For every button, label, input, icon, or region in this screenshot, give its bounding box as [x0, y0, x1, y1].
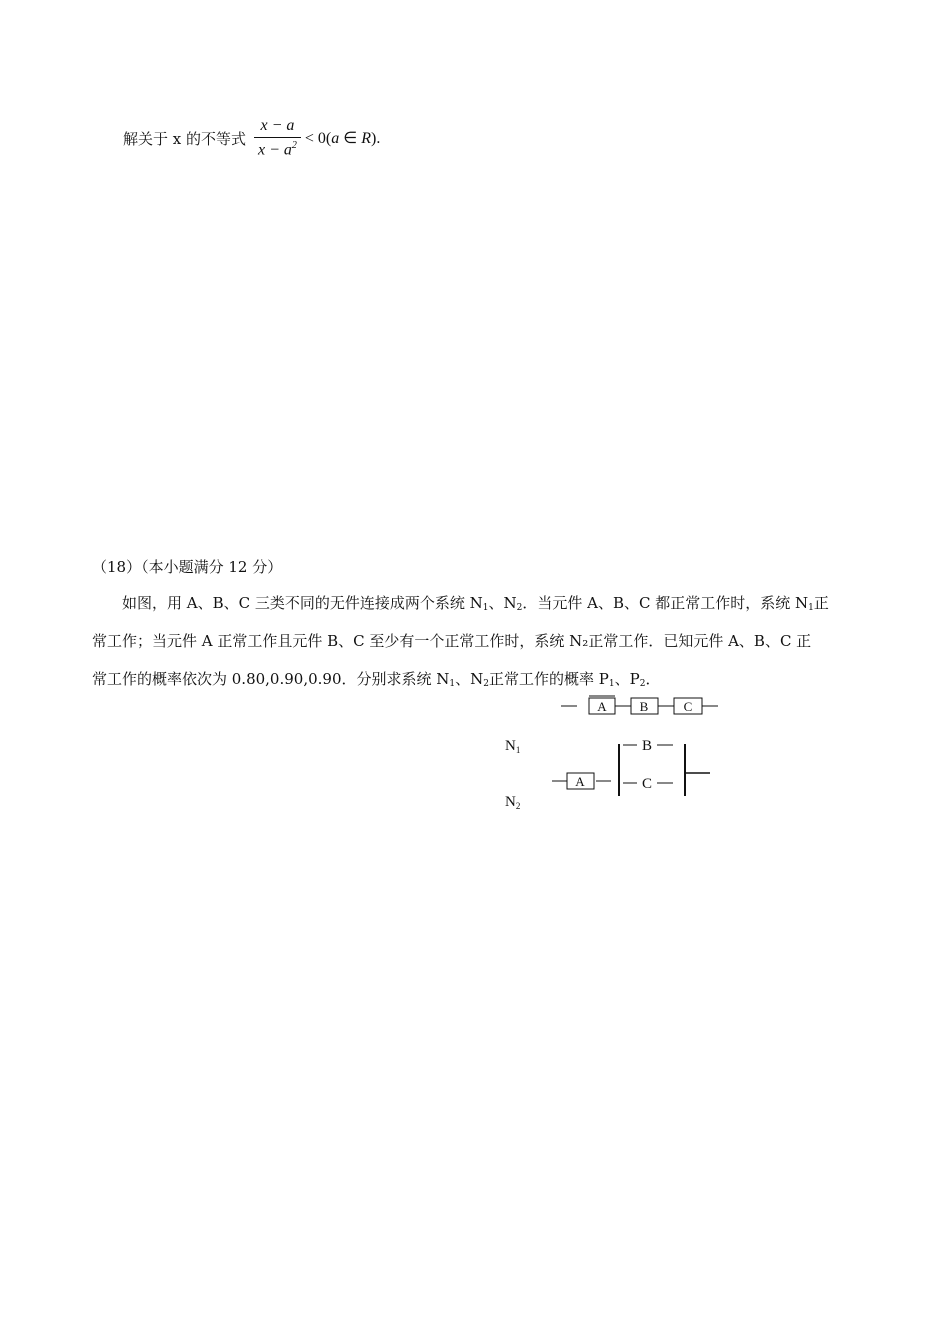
- q18-line-2: 常工作；当元件 A 正常工作且元件 B、C 至少有一个正常工作时，系统 N₂正常工作．已知元件 A、B、C 正: [92, 632, 812, 650]
- q17-tail-a: < 0(: [304, 130, 332, 147]
- n1-box-a-label: A: [597, 699, 607, 714]
- q17-den-base: x − a: [258, 141, 292, 159]
- q17-denominator: [254, 138, 301, 159]
- n2-system-label: $N_2$: [505, 794, 521, 811]
- q18-line3-b: 、N: [455, 670, 484, 688]
- q18-line1-sub3: 1: [808, 603, 814, 613]
- n2-branch-c-label: C: [641, 776, 653, 792]
- q18-line3-a: 常工作的概率依次为 0.80,0.90,0.90．分别求系统 N: [92, 670, 450, 688]
- q18-line3-sub3: 1: [608, 679, 615, 689]
- q18-line1-sub2: 2: [516, 603, 523, 613]
- q18-line3-sub1: 1: [449, 679, 456, 689]
- q18-heading: （18）（本小题满分 12 分）: [92, 558, 283, 576]
- q17-fraction: [254, 117, 301, 159]
- q18-line-1: [92, 584, 862, 627]
- q18-line1-c: ．当元件 A、B、C 都正常工作时，系统 N: [522, 594, 809, 612]
- question-17: [123, 108, 380, 168]
- q18-line-3: [92, 660, 862, 703]
- q17-tail-b: ∈: [339, 130, 362, 147]
- q18-line3-e: ．: [645, 670, 661, 688]
- q18-line1-d: 正: [813, 594, 829, 612]
- q17-tail-set: R: [361, 130, 371, 147]
- n2-box-a: [567, 773, 594, 789]
- q17-tail-var: a: [331, 130, 340, 147]
- q18-line3-sub2: 2: [483, 679, 490, 689]
- q17-lead-text: 解关于 x 的不等式: [123, 129, 246, 148]
- q17-tail-c: ).: [370, 130, 381, 147]
- q18-line1-sub1: 1: [482, 603, 489, 613]
- n2-box-a-label: A: [575, 774, 585, 789]
- n1-box-c-label: C: [683, 699, 693, 714]
- q17-numerator: x − a: [260, 116, 295, 134]
- n1-system-label: $N_1$: [505, 738, 521, 755]
- q18-line3-sub4: 2: [639, 679, 646, 689]
- q18-line1-a: 如图，用 A、B、C 三类不同的无件连接成两个系统 N: [92, 594, 483, 612]
- q17-den-exp: 2: [291, 139, 297, 151]
- q18-line3-d: 、P: [614, 670, 640, 688]
- q17-tail: [305, 128, 380, 148]
- q18-line1-b: 、N: [488, 594, 517, 612]
- n1-box-b-label: B: [639, 699, 649, 714]
- n2-branch-b-label: B: [641, 738, 653, 754]
- q18-line3-c: 正常工作的概率 P: [489, 670, 609, 688]
